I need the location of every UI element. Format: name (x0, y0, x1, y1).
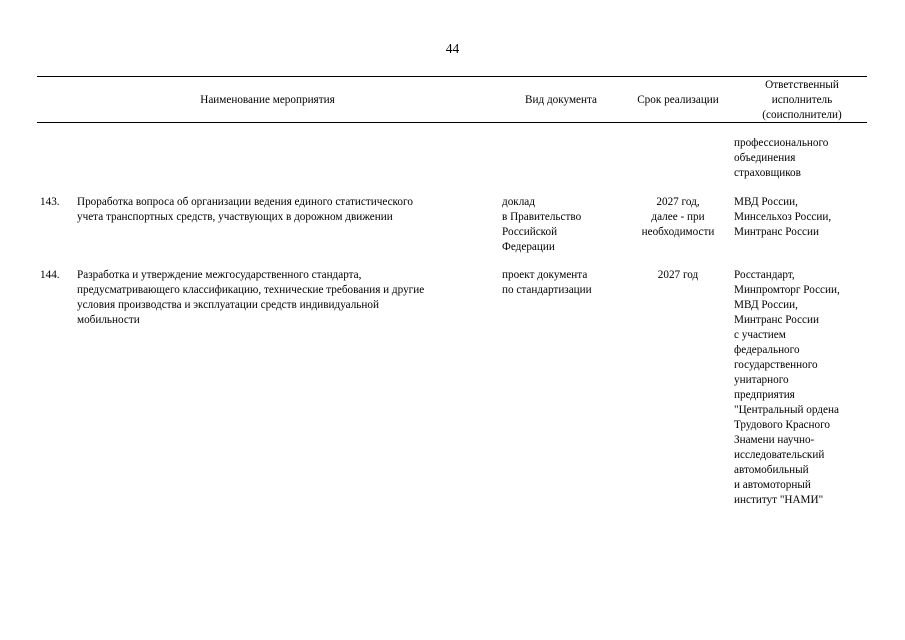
responsible-line: унитарного (734, 374, 789, 386)
doc-type-line: в Правительство (502, 211, 582, 223)
row-144-responsible (734, 268, 867, 508)
column-header-name: Наименование мероприятия (200, 94, 335, 106)
column-header-responsible (737, 78, 867, 123)
name-line: Разработка и утверждение межгосударственного стандарта, (77, 269, 362, 281)
doc-type-line: доклад (502, 196, 535, 208)
row-144-number: 144. (40, 269, 60, 281)
term-line: далее - при (651, 211, 705, 223)
term-line: 2027 год, (656, 196, 700, 208)
doc-type-line: по стандартизации (502, 284, 592, 296)
name-line: предусматривающего классификацию, технические требования и другие (77, 284, 425, 296)
row-143-doc-type (502, 195, 620, 255)
row-143-responsible (734, 195, 867, 240)
doc-type-line: Федерации (502, 241, 555, 253)
name-line: учета транспортных средств, участвующих в дорожном движении (77, 211, 393, 223)
responsible-line: МВД России, (734, 196, 798, 208)
name-line: условия производства и эксплуатации средств индивидуальной (77, 299, 379, 311)
page-number: 44 (445, 41, 460, 56)
responsible-line: Знамени научно- (734, 434, 815, 446)
column-header-doc-type: Вид документа (525, 94, 597, 106)
table-header-bottom-rule (37, 122, 867, 123)
row-144-term (627, 268, 729, 283)
responsible-line: МВД России, (734, 299, 798, 311)
responsible-line: институт "НАМИ" (734, 494, 824, 506)
responsible-line: с участием (734, 329, 786, 341)
row-144-name (77, 268, 492, 328)
column-header-term: Срок реализации (637, 94, 719, 106)
table-header-top-rule (37, 76, 867, 77)
responsible-line: исследовательский (734, 449, 825, 461)
responsible-line: "Центральный ордена (734, 404, 839, 416)
term-line: необходимости (641, 226, 715, 238)
responsible-line: Минсельхоз России, (734, 211, 832, 223)
responsible-line: предприятия (734, 389, 795, 401)
responsible-line: федерального (734, 344, 800, 356)
responsible-line: и автомоторный (734, 479, 811, 491)
doc-type-line: Российской (502, 226, 558, 238)
column-header-responsible-line: Ответственный (765, 79, 839, 91)
column-header-responsible-line: (соисполнители) (762, 109, 842, 121)
row-144-doc-type (502, 268, 620, 298)
continuation-responsible (734, 136, 867, 181)
doc-type-line: проект документа (502, 269, 588, 281)
responsible-line: государственного (734, 359, 818, 371)
row-143-name (77, 195, 492, 225)
responsible-line: Минтранс России (734, 226, 819, 238)
term-line: 2027 год (657, 269, 699, 281)
name-line: Проработка вопроса об организации ведения единого статистического (77, 196, 413, 208)
responsible-line: Минтранс России (734, 314, 819, 326)
responsible-line: профессионального (734, 137, 829, 149)
row-143-term (627, 195, 729, 240)
responsible-line: Минпромторг России, (734, 284, 840, 296)
responsible-line: объединения (734, 152, 796, 164)
column-header-responsible-line: исполнитель (771, 94, 833, 106)
responsible-line: автомобильный (734, 464, 809, 476)
responsible-line: Росстандарт, (734, 269, 795, 281)
responsible-line: страховщиков (734, 167, 801, 179)
name-line: мобильности (77, 314, 140, 326)
responsible-line: Трудового Красного (734, 419, 830, 431)
row-143-number: 143. (40, 196, 60, 208)
